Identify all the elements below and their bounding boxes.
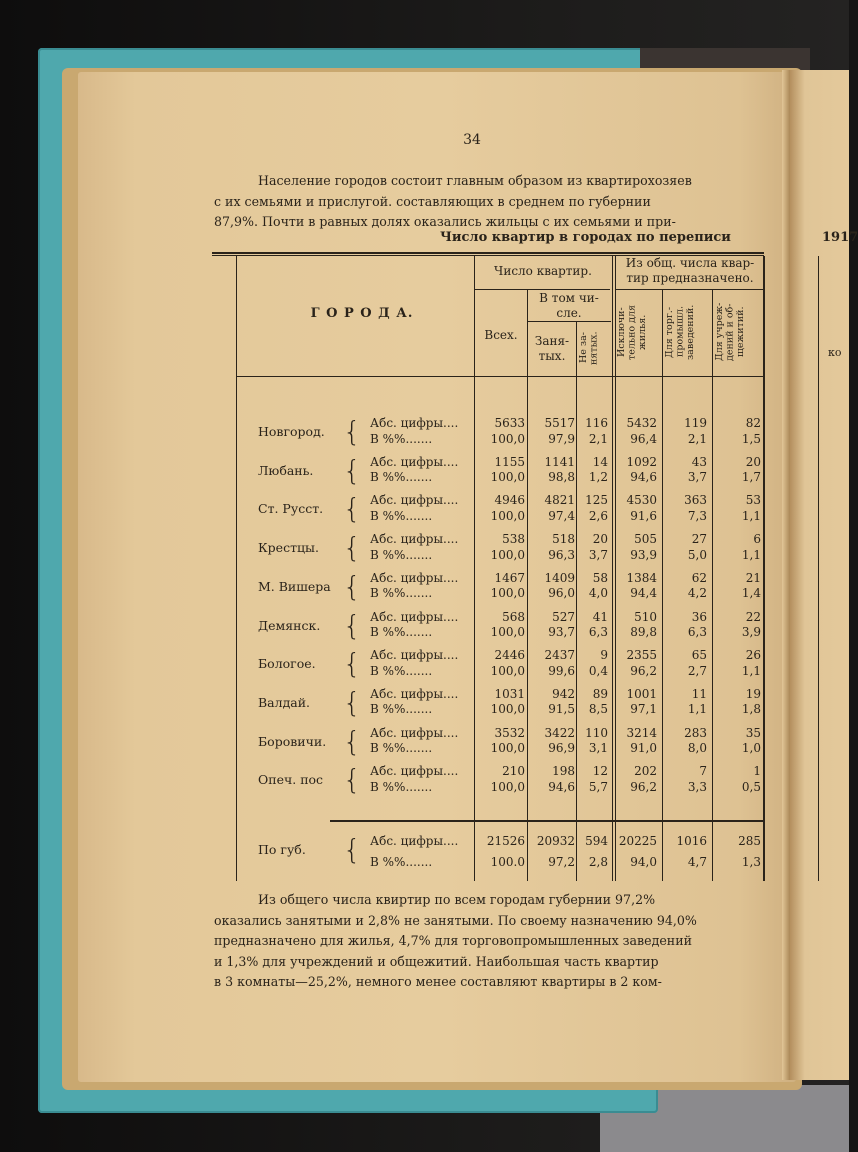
row-city: Боровичи. — [258, 733, 327, 749]
row-pct-value: 8,5 — [588, 702, 608, 717]
row-pct-value: 100,0 — [490, 586, 525, 601]
outro-line: Из общего числа квиртир по всем городам губернии 97,2% — [258, 892, 656, 907]
row-pct-value: 1,1 — [741, 663, 761, 678]
row-brace: { — [343, 415, 361, 448]
row-pct-label: В %%....... — [370, 431, 433, 446]
row-pct-label: В %%....... — [370, 779, 433, 794]
row-pct-value: 2,6 — [588, 508, 608, 523]
row-pct-value: 97,4 — [548, 508, 575, 523]
header-including-line2: сле. — [556, 306, 582, 320]
outro-paragraph — [214, 890, 736, 993]
row-abs-value: 9 — [600, 648, 608, 663]
row-pct-value: 1,7 — [741, 470, 761, 485]
row-pct-value: 100,0 — [490, 470, 525, 485]
row-pct-value: 96,9 — [548, 741, 575, 756]
row-city: М. Вишера — [258, 578, 331, 594]
row-pct-value: 94,6 — [548, 779, 575, 794]
row-pct-value: 91,0 — [630, 741, 657, 756]
outro-line: в 3 комнаты—25,2%, немного менее составляют квартиры в 2 ком- — [214, 974, 662, 989]
header-of-total-line1: Из общ. числа квар- — [625, 256, 755, 270]
row-abs-value: 125 — [585, 493, 608, 508]
row-abs-label: Абс. цифры.... — [370, 532, 459, 547]
row-abs-value: 41 — [592, 609, 608, 624]
row-abs-value: 35 — [745, 725, 761, 740]
row-abs-value: 20 — [745, 454, 761, 469]
row-abs-value: 505 — [634, 532, 657, 547]
header-of-total-line2: тир предназначено. — [626, 271, 754, 285]
row-pct-value: 2,1 — [687, 431, 707, 446]
row-pct-label: В %%....... — [370, 625, 433, 639]
row-abs-value: 594 — [585, 834, 608, 848]
row-abs-value: 1031 — [494, 686, 525, 701]
row-pct-value: 96,2 — [630, 779, 657, 794]
intro-line: с их семьями и прислугой. составляющих в среднем по губернии — [214, 193, 651, 209]
row-abs-value: 568 — [502, 609, 525, 624]
row-pct-value: 97,2 — [548, 855, 575, 869]
row-abs-label: Абс. цифры.... — [370, 454, 459, 469]
row-pct-value: 3,7 — [687, 470, 707, 485]
row-abs-value: 21 — [745, 570, 761, 585]
header-including-line1: В том чи- — [539, 291, 599, 305]
row-abs-value: 36 — [691, 609, 707, 624]
row-abs-value: 527 — [552, 609, 575, 624]
row-abs-label: Абс. цифры.... — [370, 648, 459, 663]
table-title: Число квартир в городах по переписи — [440, 230, 731, 245]
row-pct-value: 7,3 — [687, 508, 707, 523]
row-abs-value: 43 — [691, 454, 707, 469]
row-abs-value: 1467 — [494, 570, 525, 585]
row-pct-value: 100,0 — [490, 663, 525, 678]
row-brace: { — [343, 763, 361, 797]
row-abs-value: 1 — [753, 764, 761, 779]
row-pct-value: 5,0 — [687, 547, 707, 562]
row-pct-value: 96,3 — [548, 547, 575, 562]
row-city: Ст. Русст. — [258, 501, 324, 517]
row-abs-value: 1001 — [626, 686, 657, 701]
row-abs-value: 6 — [753, 532, 761, 547]
row-abs-value: 119 — [684, 416, 707, 430]
row-pct-value: 3,9 — [741, 625, 761, 639]
row-city: Крестцы. — [258, 540, 319, 556]
row-abs-value: 1155 — [494, 454, 525, 469]
row-pct-value: 91,6 — [630, 508, 657, 523]
row-abs-value: 1092 — [626, 454, 657, 469]
row-pct-value: 94,6 — [630, 470, 657, 485]
row-pct-value: 98,8 — [548, 470, 575, 485]
row-abs-value: 2437 — [544, 648, 575, 663]
row-pct-value: 100,0 — [490, 431, 525, 446]
outro-line: оказались занятыми и 2,8% не занятыми. По своему назначению 94,0% — [214, 912, 697, 928]
row-abs-value: 7 — [699, 764, 707, 779]
row-city: Бологое. — [258, 656, 316, 672]
row-abs-value: 20932 — [536, 834, 575, 848]
row-pct-value: 1,8 — [741, 702, 761, 717]
header-not-occupied: Не за-нятых. — [578, 331, 600, 365]
row-pct-value: 2,8 — [588, 855, 608, 869]
outro-line: предназначено для жилья, 4,7% для торговопромышленных заведений — [214, 933, 692, 948]
row-abs-label: Абс. цифры.... — [370, 570, 459, 585]
row-abs-value: 4821 — [544, 493, 575, 508]
header-residential: Исключи-тельно для жилья. — [616, 304, 648, 360]
intro-line: Население городов состоит главным образом из квартирохозяев — [258, 173, 692, 188]
row-pct-value: 3,3 — [687, 779, 707, 794]
row-pct-value: 93,7 — [548, 625, 575, 639]
row-abs-value: 20 — [592, 532, 608, 547]
row-abs-value: 116 — [585, 416, 608, 430]
row-abs-value: 198 — [552, 764, 575, 779]
row-pct-value: 100,0 — [490, 625, 525, 639]
row-abs-value: 2446 — [494, 648, 525, 663]
row-abs-value: 20225 — [618, 834, 657, 848]
row-abs-label: Абс. цифры.... — [370, 686, 459, 701]
header-trade: Для торг.-промышл. заведений. — [664, 304, 696, 360]
row-pct-value: 94,4 — [630, 586, 657, 601]
row-pct-value: 96,2 — [630, 663, 657, 678]
row-pct-value: 1,4 — [741, 586, 761, 601]
row-pct-label: В %%....... — [370, 586, 433, 601]
row-pct-value: 2,7 — [687, 663, 707, 678]
row-abs-value: 363 — [684, 493, 707, 508]
row-pct-value: 93,9 — [630, 547, 657, 562]
row-pct-value: 3,7 — [588, 547, 608, 562]
row-city: Новгород. — [258, 424, 325, 439]
row-abs-value: 58 — [592, 570, 608, 585]
row-pct-value: 1,2 — [588, 470, 608, 485]
row-abs-value: 22 — [745, 609, 761, 624]
row-pct-value: 2,1 — [588, 431, 608, 446]
header-of-total — [616, 256, 764, 286]
header-occupied-line2: тых. — [538, 349, 566, 363]
row-pct-value: 4,2 — [687, 586, 707, 601]
row-pct-value: 100,0 — [490, 741, 525, 756]
header-occupied-line1: Заня- — [534, 334, 570, 348]
row-abs-value: 510 — [634, 609, 657, 624]
row-pct-value: 99,6 — [548, 663, 575, 678]
intro-line: 87,9%. Почти в равных долях оказались жильцы с их семьями и при- — [214, 214, 676, 229]
row-brace: { — [343, 608, 361, 642]
row-pct-value: 100,0 — [490, 779, 525, 794]
row-brace: { — [343, 492, 361, 526]
row-abs-value: 14 — [592, 454, 608, 469]
row-abs-value: 3214 — [626, 725, 657, 740]
facing-page — [790, 70, 849, 1080]
row-pct-value: 1,0 — [741, 741, 761, 756]
row-abs-value: 1141 — [544, 454, 575, 469]
header-cities: Г О Р О Д А. — [310, 306, 414, 321]
row-abs-value: 3532 — [494, 725, 525, 740]
row-pct-value: 6,3 — [588, 625, 608, 639]
row-abs-value: 5517 — [544, 416, 575, 430]
row-pct-label: В %%....... — [370, 855, 433, 869]
row-abs-label: Абс. цифры.... — [370, 416, 459, 430]
row-pct-value: 1,1 — [741, 547, 761, 562]
row-abs-label: Абс. цифры.... — [370, 493, 459, 508]
row-brace: { — [343, 724, 361, 758]
outro-line: и 1,3% для учреждений и общежитий. Наибольшая часть квартир — [214, 953, 659, 969]
row-city: Любань. — [258, 462, 314, 478]
row-abs-value: 1384 — [626, 570, 657, 585]
row-brace: { — [343, 569, 361, 603]
row-pct-value: 8,0 — [687, 741, 707, 756]
row-abs-value: 1016 — [676, 834, 707, 848]
header-occupied — [528, 334, 576, 364]
row-pct-label: В %%....... — [370, 508, 433, 523]
row-abs-value: 5633 — [494, 416, 525, 430]
row-pct-value: 4,7 — [687, 855, 707, 869]
row-pct-value: 100,0 — [490, 508, 525, 523]
row-abs-value: 1409 — [544, 570, 575, 585]
row-abs-value: 202 — [634, 764, 657, 779]
row-abs-value: 3422 — [544, 725, 575, 740]
row-pct-label: В %%....... — [370, 547, 433, 562]
row-pct-value: 96,4 — [630, 431, 657, 446]
row-pct-value: 96,0 — [548, 586, 575, 601]
row-abs-value: 283 — [684, 725, 707, 740]
row-brace: { — [343, 453, 361, 487]
row-abs-label: Абс. цифры.... — [370, 764, 459, 779]
row-abs-value: 27 — [691, 532, 707, 547]
row-pct-value: 91,5 — [548, 702, 575, 717]
intro-paragraph — [214, 171, 736, 233]
table-title-year: 1917 — [822, 230, 858, 245]
row-abs-value: 518 — [552, 532, 575, 547]
row-abs-value: 110 — [585, 725, 608, 740]
row-pct-value: 1,3 — [741, 855, 761, 869]
row-city: Опеч. пос — [258, 772, 324, 788]
row-pct-value: 5,7 — [588, 779, 608, 794]
row-pct-value: 97,1 — [630, 702, 657, 717]
row-pct-label: В %%....... — [370, 741, 433, 756]
row-abs-value: 4530 — [626, 493, 657, 508]
row-abs-value: 942 — [552, 686, 575, 701]
row-pct-value: 4,0 — [588, 586, 608, 601]
row-abs-value: 210 — [502, 764, 525, 779]
row-abs-value: 5432 — [626, 416, 657, 430]
row-pct-label: В %%....... — [370, 470, 433, 485]
row-abs-value: 285 — [738, 834, 761, 848]
row-city: Валдай. — [258, 694, 311, 710]
row-pct-label: В %%....... — [370, 702, 433, 717]
page-number: 34 — [463, 132, 481, 148]
facing-page-fragment: ко — [828, 346, 842, 359]
row-city: По губ. — [258, 842, 306, 857]
row-pct-value: 1,1 — [687, 702, 707, 717]
row-abs-value: 21526 — [486, 834, 525, 848]
row-pct-value: 94,0 — [630, 855, 657, 869]
row-pct-label: В %%....... — [370, 663, 433, 678]
header-including — [528, 291, 610, 321]
row-pct-value: 1,1 — [741, 508, 761, 523]
row-pct-value: 100.0 — [490, 855, 525, 869]
row-abs-value: 12 — [592, 764, 608, 779]
row-pct-value: 100,0 — [490, 702, 525, 717]
row-pct-value: 0,5 — [741, 779, 761, 794]
row-abs-value: 65 — [691, 648, 707, 663]
row-abs-value: 538 — [502, 532, 525, 547]
row-brace: { — [343, 685, 361, 719]
row-pct-value: 3,1 — [588, 741, 608, 756]
row-abs-value: 11 — [691, 686, 707, 701]
row-abs-value: 19 — [745, 686, 761, 701]
row-abs-value: 4946 — [494, 493, 525, 508]
row-brace: { — [343, 833, 361, 866]
row-pct-value: 89,8 — [630, 625, 657, 639]
header-institutions: Для учреж-дений и об-щежитий. — [714, 302, 746, 362]
row-city: Демянск. — [258, 617, 321, 633]
header-all: Всех. — [484, 328, 518, 342]
row-pct-value: 6,3 — [687, 625, 707, 639]
row-pct-value: 97,9 — [548, 431, 575, 446]
row-pct-value: 0,4 — [588, 663, 608, 678]
row-abs-value: 26 — [745, 648, 761, 663]
row-abs-value: 2355 — [626, 648, 657, 663]
row-abs-value: 82 — [745, 416, 761, 430]
row-abs-value: 53 — [745, 493, 761, 508]
row-abs-label: Абс. цифры.... — [370, 834, 459, 848]
row-pct-value: 100,0 — [490, 547, 525, 562]
row-abs-value: 89 — [592, 686, 608, 701]
row-brace: { — [343, 647, 361, 681]
row-abs-label: Абс. цифры.... — [370, 609, 459, 624]
row-pct-value: 1,5 — [741, 431, 761, 446]
row-abs-value: 62 — [691, 570, 707, 585]
row-abs-label: Абс. цифры.... — [370, 725, 459, 740]
header-num-apartments: Число квартир. — [494, 264, 592, 278]
row-brace: { — [343, 531, 361, 565]
